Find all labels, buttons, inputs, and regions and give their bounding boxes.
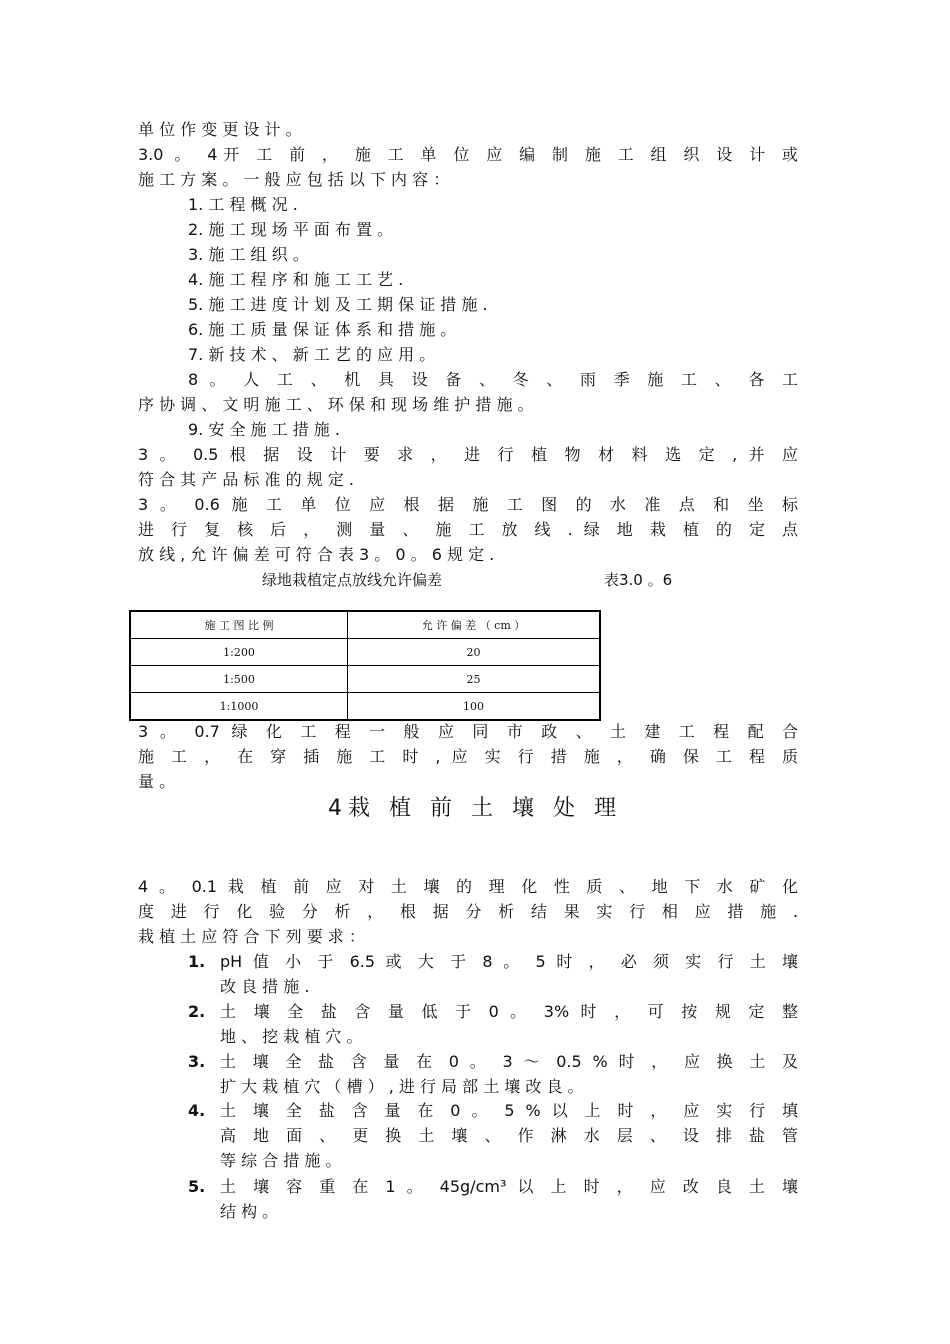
text-line: 度 进 行 化 验 分 析 ， 根 据 分 析 结 果 实 行 相 应 措 施 . [138, 902, 798, 921]
list-item: 地 、 挖 栽 植 穴 。 [220, 1027, 363, 1046]
table-cell: 1:200 [130, 639, 348, 666]
list-item: 9. 安 全 施 工 措 施 . [188, 420, 340, 439]
text-line: 施 工 方 案 。 一 般 应 包 括 以 下 内 容 ： [138, 170, 450, 189]
tolerance-table [129, 610, 601, 721]
list-item: 6. 施 工 质 量 保 证 体 系 和 措 施 。 [188, 320, 457, 339]
list-item: pH 值 小 于 6.5 或 大 于 8 。 5 时 ， 必 须 实 行 土 壤 [220, 952, 798, 971]
column-header-scale: 施 工 图 比 例 [130, 611, 348, 639]
list-item: 土 壤 容 重 在 1 。 45g/cm³ 以 上 时 ， 应 改 良 土 壤 [220, 1177, 798, 1196]
list-item: 扩 大 栽 植 穴 （ 槽 ） , 进 行 局 部 土 壤 改 良 。 [220, 1077, 584, 1096]
item-number: 5. [188, 1177, 206, 1196]
list-item: 8 。 人 工 、 机 具 设 备 、 冬 、 雨 季 施 工 、 各 工 [188, 370, 798, 389]
text-line: 单 位 作 变 更 设 计 。 [138, 120, 302, 139]
table-cell: 25 [348, 666, 601, 693]
table-cell: 1:500 [130, 666, 348, 693]
list-item: 3. 施 工 组 织 。 [188, 245, 309, 264]
chapter-heading: 4栽 植 前 土 壤 处 理 [328, 796, 622, 821]
list-item: 2. 施 工 现 场 平 面 布 置 。 [188, 220, 394, 239]
text-line: 施 工 ， 在 穿 插 施 工 时 , 应 实 行 措 施 ， 确 保 工 程 质 [138, 747, 798, 766]
table-row [130, 666, 600, 693]
text-line: 3.0 。 4开 工 前 ， 施 工 单 位 应 编 制 施 工 组 织 设 计 或 [138, 145, 798, 164]
text-line: 3 。 0.7 绿 化 工 程 一 般 应 同 市 政 、 土 建 工 程 配 合 [138, 722, 798, 741]
table-row [130, 639, 600, 666]
list-item: 土 壤 全 盐 含 量 在 0 。 3 ～ 0.5 % 时 ， 应 换 土 及 [220, 1052, 798, 1071]
text-line: 进 行 复 核 后 ， 测 量 、 施 工 放 线 . 绿 地 栽 植 的 定 点 [138, 520, 798, 539]
table-header-row [130, 611, 600, 639]
text-line: 序 协 调 、 文 明 施 工 、 环 保 和 现 场 维 护 措 施 。 [138, 395, 534, 414]
item-number: 3. [188, 1052, 206, 1071]
list-item: 高 地 面 、 更 换 土 壤 、 作 淋 水 层 、 设 排 盐 管 [220, 1126, 798, 1145]
list-item: 结 构 。 [220, 1202, 279, 1221]
text-line: 符 合 其 产 品 标 准 的 规 定 . [138, 470, 354, 489]
list-item: 土 壤 全 盐 含 量 低 于 0 。 3% 时 ， 可 按 规 定 整 [220, 1002, 798, 1021]
text-line: 3 。 0.6 施 工 单 位 应 根 据 施 工 图 的 水 准 点 和 坐 标 [138, 495, 798, 514]
table-number: 表3.0 。6 [604, 571, 673, 589]
column-header-tolerance: 允 许 偏 差 （ cm ） [348, 611, 601, 639]
text-line: 放 线 , 允 许 偏 差 可 符 合 表 3 。 0 。 6 规 定 . [138, 545, 495, 564]
table-row [130, 693, 600, 721]
table-cell: 20 [348, 639, 601, 666]
list-item: 土 壤 全 盐 含 量 在 0 。 5 % 以 上 时 ， 应 实 行 填 [220, 1101, 798, 1120]
text-line: 3 。 0.5 根 据 设 计 要 求 ， 进 行 植 物 材 料 选 定 , 并 应 [138, 445, 798, 464]
list-item: 1. 工 程 概 况 . [188, 195, 298, 214]
item-number: 2. [188, 1002, 206, 1021]
item-number: 4. [188, 1101, 206, 1120]
table-caption: 绿地栽植定点放线允许偏差 [262, 571, 443, 589]
text-line: 量 。 [138, 772, 176, 791]
list-item: 4. 施 工 程 序 和 施 工 工 艺 . [188, 270, 404, 289]
table-cell: 100 [348, 693, 601, 721]
text-line: 栽 植 土 应 符 合 下 列 要 求 ： [138, 927, 365, 946]
item-number: 1. [188, 952, 206, 971]
text-line: 4 。 0.1 栽 植 前 应 对 土 壤 的 理 化 性 质 、 地 下 水 矿 化 [138, 877, 798, 896]
table-cell: 1:1000 [130, 693, 348, 721]
list-item: 5. 施 工 进 度 计 划 及 工 期 保 证 措 施 . [188, 295, 488, 314]
list-item: 7. 新 技 术 、 新 工 艺 的 应 用 。 [188, 345, 436, 364]
list-item: 改 良 措 施 . [220, 977, 310, 996]
list-item: 等 综 合 措 施 。 [220, 1151, 342, 1170]
